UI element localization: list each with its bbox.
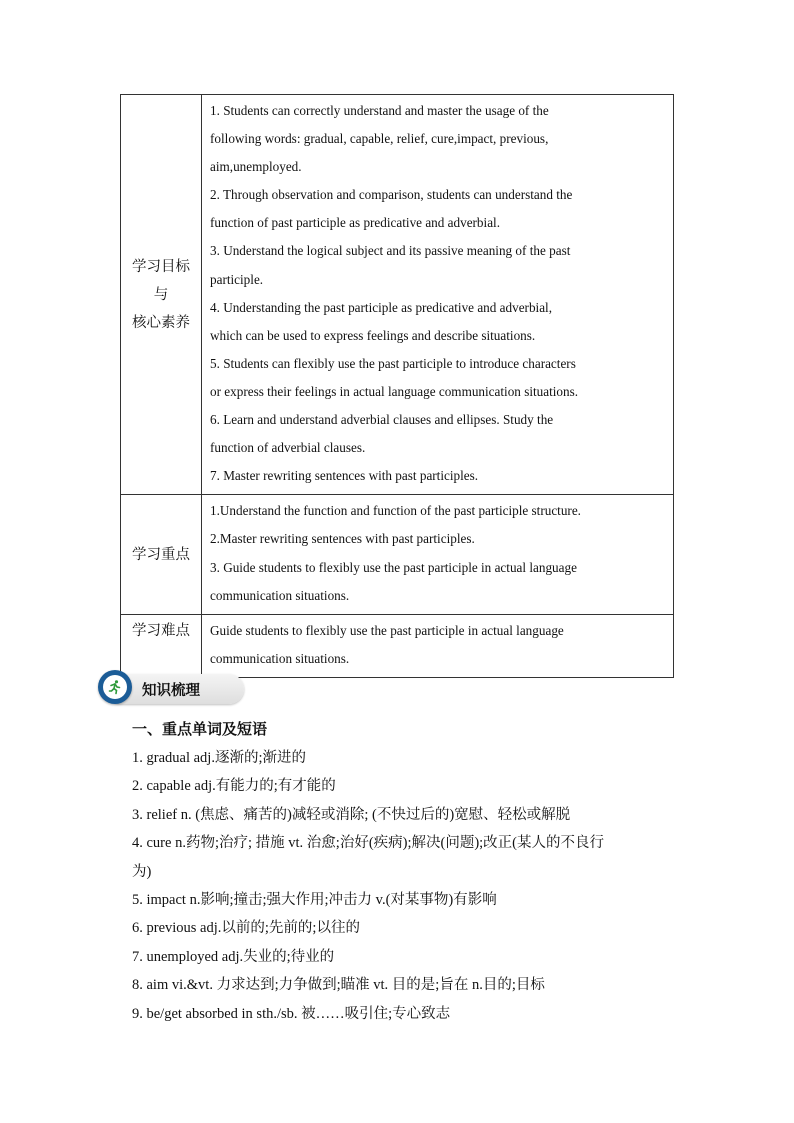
vocab-item: 1. gradual adj.逐渐的;渐进的 bbox=[132, 750, 306, 766]
row-label-key-points bbox=[121, 495, 202, 614]
text-line: 1. Students can correctly understand and master the usage of the bbox=[210, 103, 549, 118]
learning-objectives-table bbox=[120, 94, 674, 678]
row-body-objectives bbox=[202, 95, 674, 495]
text-line: 1.Understand the function and function of the past participle structure. bbox=[210, 503, 581, 519]
text-line: which can be used to express feelings and describe situations. bbox=[210, 327, 536, 343]
vocab-item: 3. relief n. (焦虑、痛苦的)减轻或消除; (不快过后的)宽慰、轻松或解脱 bbox=[132, 806, 571, 823]
vocab-item: 4. cure n.药物;治疗; 措施 vt. 治愈;治好(疾病);解决(问题);改正(某人的不良行 bbox=[132, 835, 605, 852]
text-line: 7. Master rewriting sentences with past participles. bbox=[210, 468, 479, 484]
text-line: 3. Guide students to flexibly use the past participle in actual language bbox=[210, 559, 577, 575]
text-line: 3. Understand the logical subject and its passive meaning of the past bbox=[210, 243, 571, 259]
vocab-heading: 一、重点单词及短语 bbox=[132, 720, 268, 738]
vocab-item: 8. aim vi.&vt. 力求达到;力争做到;瞄准 vt. 目的是;旨在 n.目的;目标 bbox=[132, 977, 545, 994]
section-title: 知识梳理 bbox=[142, 683, 200, 699]
label-line: 学习难点 bbox=[132, 622, 190, 639]
vocab-item: 2. capable adj.有能力的;有才能的 bbox=[132, 778, 336, 795]
vocab-list bbox=[132, 744, 672, 1028]
vocab-item: 9. be/get absorbed in sth./sb. 被……吸引住;专心致志 bbox=[132, 1005, 451, 1022]
label-line: 核心素养 bbox=[132, 314, 190, 331]
label-line: 与 bbox=[153, 286, 169, 303]
row-label-objectives bbox=[121, 95, 202, 495]
runner-icon bbox=[107, 679, 123, 695]
section-header-tab bbox=[98, 670, 246, 706]
section-icon-badge bbox=[98, 670, 132, 704]
text-line: function of past participle as predicative and adverbial. bbox=[210, 215, 501, 231]
text-line: participle. bbox=[210, 271, 264, 287]
row-body-key-points bbox=[202, 495, 674, 614]
row-body-difficulties bbox=[202, 614, 674, 677]
text-line: 2. Through observation and comparison, students can understand the bbox=[210, 187, 573, 203]
text-line: 4. Understanding the past participle as predicative and adverbial, bbox=[210, 299, 553, 315]
text-line: or express their feelings in actual language communication situations. bbox=[210, 383, 579, 399]
vocab-item: 6. previous adj.以前的;先前的;以往的 bbox=[132, 920, 360, 937]
text-line: function of adverbial clauses. bbox=[210, 440, 366, 456]
table-row-objectives bbox=[121, 95, 674, 495]
text-line: communication situations. bbox=[210, 650, 350, 666]
text-line: aim,unemployed. bbox=[210, 159, 302, 175]
vocab-item: 为) bbox=[132, 863, 152, 880]
table-row-key-points bbox=[121, 495, 674, 614]
row-label-difficulties bbox=[121, 614, 202, 677]
text-line: 2.Master rewriting sentences with past participles. bbox=[210, 531, 475, 547]
text-line: Guide students to flexibly use the past participle in actual language bbox=[210, 622, 564, 638]
vocab-item: 5. impact n.影响;撞击;强大作用;冲击力 v.(对某事物)有影响 bbox=[132, 892, 497, 909]
text-line: 5. Students can flexibly use the past participle to introduce characters bbox=[210, 355, 576, 371]
text-line: 6. Learn and understand adverbial clauses and ellipses. Study the bbox=[210, 412, 554, 428]
label-line: 学习重点 bbox=[132, 546, 190, 563]
table-row-difficulties bbox=[121, 614, 674, 677]
label-line: 学习目标 bbox=[132, 258, 190, 275]
text-line: following words: gradual, capable, relief, cure,impact, previous, bbox=[210, 131, 549, 147]
text-line: communication situations. bbox=[210, 587, 350, 603]
vocab-item: 7. unemployed adj.失业的;待业的 bbox=[132, 948, 335, 965]
